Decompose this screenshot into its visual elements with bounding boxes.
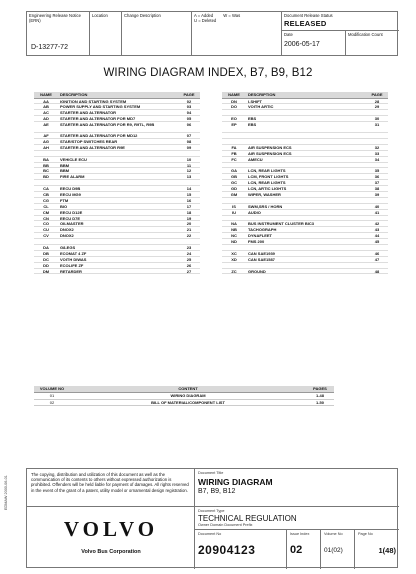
index-name xyxy=(222,245,246,250)
index-name: IS xyxy=(232,203,236,209)
index-description: BBM xyxy=(60,168,70,174)
index-description: BIO xyxy=(60,203,68,209)
volume-header-row xyxy=(34,386,334,393)
header-description: DESCRIPTION xyxy=(248,92,276,97)
index-name: AA xyxy=(43,98,49,104)
index-description: TACHOGRAPH xyxy=(248,227,277,233)
index-description: VEHICLE ECU xyxy=(60,156,87,162)
index-name: AH xyxy=(43,144,49,150)
index-page: 18 xyxy=(186,209,192,215)
index-name: DN xyxy=(231,98,237,104)
index-name: EO xyxy=(231,116,237,122)
location-label: Location xyxy=(92,13,108,18)
index-page: 38 xyxy=(374,186,380,192)
index-page: 22 xyxy=(186,233,192,239)
header-block xyxy=(26,11,398,56)
index-page: 47 xyxy=(374,256,380,262)
index-description: AIR SUSPENSION ECS xyxy=(248,144,292,150)
issue-index-cell xyxy=(287,530,321,569)
index-name: CL xyxy=(43,203,49,209)
index-page: 03 xyxy=(186,104,192,110)
index-table-left xyxy=(34,92,200,274)
index-description: EECU D12E xyxy=(60,209,83,215)
index-page: 30 xyxy=(374,116,380,122)
index-page: 04 xyxy=(186,110,192,116)
index-name: BB xyxy=(43,162,49,168)
index-page: 33 xyxy=(374,150,380,156)
index-page: 37 xyxy=(374,180,380,186)
index-name xyxy=(222,198,246,203)
page-number: 1(48) xyxy=(378,545,396,555)
volume-no: 01 xyxy=(49,392,55,398)
index-name xyxy=(222,139,246,144)
index-row xyxy=(222,269,388,275)
index-page: 44 xyxy=(374,233,380,239)
index-page: 48 xyxy=(374,268,380,274)
volume-header-content: CONTENT xyxy=(178,386,198,391)
index-page xyxy=(366,163,388,168)
index-description xyxy=(246,133,366,138)
index-name: DM xyxy=(42,268,50,274)
index-description: STAR/STOP SWITCHES REAR xyxy=(60,138,118,144)
index-name: GC xyxy=(231,180,237,186)
index-page: 08 xyxy=(186,138,192,144)
index-name: NB xyxy=(231,227,237,233)
index-name: XD xyxy=(231,256,237,262)
index-name: AE xyxy=(43,122,49,128)
index-page: 46 xyxy=(374,250,380,256)
change-cell xyxy=(122,12,192,55)
date-value: 2006-05-17 xyxy=(284,41,320,48)
index-description xyxy=(246,198,366,203)
volume-content: WIRING DIAGRAM xyxy=(170,392,206,398)
index-description: ECOLIFE ZF xyxy=(60,262,84,268)
index-page: 09 xyxy=(186,144,192,150)
index-name: FA xyxy=(231,144,237,150)
index-row xyxy=(34,269,200,275)
index-description: ECOMAT 4 ZF xyxy=(60,250,87,256)
index-description: CAN SAE1939 xyxy=(248,250,275,256)
index-page: 32 xyxy=(374,144,380,150)
index-name: IU xyxy=(232,209,236,215)
ern-label: Engineering Release Notice (ERN) xyxy=(29,13,81,23)
index-page: 29 xyxy=(374,104,380,110)
document-type-label: Document Type xyxy=(198,509,225,513)
document-numbers-row xyxy=(195,530,399,569)
index-description: STARTER AND ALTERNATOR R9E xyxy=(60,144,125,150)
page-number-label: Page No xyxy=(358,532,373,536)
index-page: 19 xyxy=(186,215,192,221)
index-description: RETARDER xyxy=(60,268,82,274)
index-name: CO xyxy=(43,221,49,227)
index-name: FC xyxy=(231,156,237,162)
index-name: GB xyxy=(231,174,237,180)
volume-table xyxy=(34,386,334,406)
index-page: 40 xyxy=(374,203,380,209)
index-name: XC xyxy=(231,250,237,256)
logo-area xyxy=(27,507,195,569)
index-description: STARTER AND ALTERNATOR FOR MD7 xyxy=(60,116,136,122)
index-description: FTM xyxy=(60,197,69,203)
index-name xyxy=(222,263,246,268)
index-name: BC xyxy=(43,168,49,174)
index-name: FB xyxy=(231,150,237,156)
index-name: CA xyxy=(43,186,49,192)
document-title: WIRING DIAGRAM xyxy=(198,476,273,487)
footer-block xyxy=(26,468,398,568)
page-number-cell xyxy=(355,530,399,569)
index-page: 28 xyxy=(374,98,380,104)
index-description: I-SHIFT xyxy=(248,98,262,104)
index-name: NC xyxy=(231,233,237,239)
index-description: STARTER AND ALTERNATOR FOR MD12 xyxy=(60,133,138,138)
status-label: Document Release Status xyxy=(284,13,333,18)
volume-row xyxy=(34,400,334,407)
document-number-label: Document No xyxy=(198,532,222,536)
document-number: 20904123 xyxy=(198,542,256,557)
index-description: EBS xyxy=(248,116,257,122)
index-name: DD xyxy=(43,262,49,268)
corporation-name: Volvo Bus Corporation xyxy=(81,549,141,555)
ern-cell xyxy=(27,12,90,55)
index-name: DC xyxy=(43,256,49,262)
index-page: 45 xyxy=(374,239,380,245)
volvo-logo: VOLVO xyxy=(63,517,159,541)
index-page: 15 xyxy=(186,191,192,197)
index-page xyxy=(178,180,200,185)
index-description: SWM,SRS / HORN xyxy=(248,203,283,209)
index-name: DO xyxy=(231,104,237,110)
modification-count-label: Modification Count xyxy=(348,32,383,37)
volume-header-pages: PAGES xyxy=(313,386,327,391)
index-name xyxy=(222,110,246,115)
index-row xyxy=(222,122,388,133)
index-name xyxy=(34,151,58,156)
index-page: 26 xyxy=(186,262,192,268)
index-name xyxy=(34,239,58,244)
volume-pages: 1-48 xyxy=(315,392,324,398)
index-name: AF xyxy=(43,133,49,139)
index-page: 25 xyxy=(186,256,192,262)
index-description: OILMASTER xyxy=(60,221,84,227)
index-description: VOITH ARTIC xyxy=(248,104,274,110)
index-description: VOITH DIWAS xyxy=(60,256,87,262)
page-title: WIRING DIAGRAM INDEX, B7, B9, B12 xyxy=(103,67,313,79)
index-page: 34 xyxy=(374,156,380,162)
document-title-label: Document Title xyxy=(198,471,224,475)
index-name: DB xyxy=(43,250,49,256)
index-description: CAN SAE1587 xyxy=(248,256,275,262)
index-description xyxy=(246,245,366,250)
index-description: FMS 200 xyxy=(248,239,265,244)
volume-number-label: Volume No xyxy=(324,532,343,536)
change-label: Change Description xyxy=(124,13,161,18)
index-row xyxy=(34,122,200,133)
index-page: 06 xyxy=(186,122,192,128)
index-name: CB xyxy=(43,191,49,197)
index-description: LCN, REAR LIGHTS xyxy=(248,168,286,174)
index-page xyxy=(178,151,200,156)
index-page: 35 xyxy=(374,168,380,174)
index-page xyxy=(178,239,200,244)
index-page xyxy=(366,216,388,221)
index-description: POWER SUPPLY AND STARTING SYSTEM xyxy=(60,104,141,110)
index-page: 05 xyxy=(186,116,192,122)
index-description xyxy=(246,139,366,144)
index-page: 23 xyxy=(186,244,192,250)
index-name: EP xyxy=(231,122,237,128)
index-description: STARTER AND ALTERNATOR FOR R9, R9TL, R9B xyxy=(60,122,155,128)
status-cell xyxy=(282,12,399,55)
index-description: AIR SUSPENSION ECS xyxy=(248,150,292,156)
index-page: 16 xyxy=(186,197,192,203)
index-page xyxy=(366,198,388,203)
index-description: FIRE ALARM xyxy=(60,174,85,180)
index-page xyxy=(366,139,388,144)
index-description: BUS INSTRUMENT CLUSTER BIC3 xyxy=(248,221,315,227)
index-description: AUDIO xyxy=(248,209,261,215)
index-page: 24 xyxy=(186,250,192,256)
index-description xyxy=(58,180,178,185)
index-page xyxy=(366,245,388,250)
index-table-right xyxy=(222,92,388,274)
volume-number: 01(02) xyxy=(324,546,343,554)
volume-header-no: VOLUME NO xyxy=(39,386,65,391)
index-page: 12 xyxy=(186,168,192,174)
index-name: BD xyxy=(43,174,49,180)
index-description: AMECU xyxy=(248,156,263,162)
index-name xyxy=(222,216,246,221)
header-page: PAGE xyxy=(183,92,195,97)
index-name xyxy=(34,180,58,185)
legend-added: A = Added xyxy=(194,13,214,18)
index-description xyxy=(58,239,178,244)
index-name: CM xyxy=(42,209,50,215)
index-description: DNOX2 xyxy=(60,233,74,239)
index-page: 27 xyxy=(186,268,192,274)
index-page: 20 xyxy=(186,221,192,227)
owner-domain-label: Owner Domain Document Prefix xyxy=(198,522,253,527)
legend-deleted: U = Deleted xyxy=(194,18,217,23)
volume-no: 02 xyxy=(49,399,55,405)
index-description: LCN, REAR LIGHTS xyxy=(248,180,286,186)
index-page: 14 xyxy=(186,186,192,192)
index-name: CG xyxy=(43,197,49,203)
index-name: ND xyxy=(231,239,237,245)
index-name: NA xyxy=(231,221,237,227)
ern-value: D-13277-72 xyxy=(31,44,68,51)
index-page: 07 xyxy=(186,133,192,139)
status-value: RELEASED xyxy=(284,19,327,28)
index-description xyxy=(246,216,366,221)
location-cell xyxy=(90,12,122,55)
index-page: 31 xyxy=(374,122,380,128)
index-name: GA xyxy=(231,168,237,174)
index-description: WIPER, WASHER xyxy=(248,191,281,197)
index-page: 39 xyxy=(374,191,380,197)
index-name xyxy=(222,163,246,168)
header-page: PAGE xyxy=(371,92,383,97)
index-description: LCN, ARTIC LIGHTS xyxy=(248,186,287,191)
issue-index: 02 xyxy=(290,543,303,556)
index-page: 17 xyxy=(186,203,192,209)
header-description: DESCRIPTION xyxy=(60,92,88,97)
index-page: 21 xyxy=(186,227,192,233)
document-type-cell xyxy=(195,507,399,530)
index-description xyxy=(246,263,366,268)
index-name: GM xyxy=(230,191,238,197)
index-page xyxy=(366,110,388,115)
index-name: ZC xyxy=(231,268,237,274)
document-type: TECHNICAL REGULATION xyxy=(198,513,297,523)
index-page: 43 xyxy=(374,227,380,233)
index-description xyxy=(246,163,366,168)
issue-index-label: Issue Index xyxy=(290,532,310,536)
volume-row xyxy=(34,393,334,400)
index-name: DA xyxy=(43,244,49,250)
legend-was: W = Was xyxy=(223,13,241,18)
index-page: 13 xyxy=(186,174,192,180)
volume-number-cell xyxy=(321,530,355,569)
index-page xyxy=(366,133,388,138)
index-name xyxy=(222,133,246,138)
index-description: EECU MG9 xyxy=(60,191,81,197)
legend-cell xyxy=(192,12,282,55)
index-page: 02 xyxy=(186,98,192,104)
index-page: 11 xyxy=(186,162,192,168)
index-description: BBM xyxy=(60,162,70,168)
index-page: 42 xyxy=(374,221,380,227)
index-name: GD xyxy=(231,186,237,192)
legal-notice: The copying, distribution and utilization of this document as well as the communication of its contents to others without expressed authorization is prohibited. Offenders will be held liable for payment of damages. All rights reserved in the event of the grant of a patent, utility model or ornamental design registration. xyxy=(27,469,195,507)
index-description: EBS xyxy=(248,122,257,128)
index-name: AG xyxy=(43,138,49,144)
header-name: NAME xyxy=(228,92,240,97)
index-name: BA xyxy=(43,156,49,162)
volume-pages: 1-50 xyxy=(315,399,324,405)
index-description: IGNITION AND STARTING SYSTEM xyxy=(60,98,127,104)
document-title-cell xyxy=(195,469,399,507)
index-description: GROUND xyxy=(248,268,266,274)
index-description xyxy=(58,151,178,156)
edition-stamp: EDMAW 2000-06-01 xyxy=(4,475,8,510)
index-page: 36 xyxy=(374,174,380,180)
index-name: AB xyxy=(43,104,49,110)
index-name: CN xyxy=(43,215,49,221)
index-description: EECU D7E xyxy=(60,215,81,221)
index-description: LCM, FRONT LIGHTS xyxy=(248,174,289,180)
index-name: CU xyxy=(43,227,49,233)
index-name: AC xyxy=(43,110,49,116)
index-description: STARTER AND ALTERNATOR xyxy=(60,110,117,116)
index-description: EECU D9B xyxy=(60,186,81,191)
index-description: G8-EGS xyxy=(60,244,76,250)
document-number-cell xyxy=(195,530,287,569)
index-description xyxy=(246,110,366,115)
index-description: DYNAFLEET xyxy=(248,233,272,239)
index-name: AD xyxy=(43,116,49,122)
document-subtitle: B7, B9, B12 xyxy=(198,487,236,495)
index-description: DNOX2 xyxy=(60,227,74,233)
date-label: Date xyxy=(284,32,293,37)
index-page xyxy=(366,263,388,268)
index-page: 41 xyxy=(374,209,380,215)
index-page: 10 xyxy=(186,156,192,162)
index-name: CV xyxy=(43,233,49,239)
volume-content: BILL OF MATERIAL/COMPONENT LIST xyxy=(151,399,225,405)
header-name: NAME xyxy=(40,92,52,97)
